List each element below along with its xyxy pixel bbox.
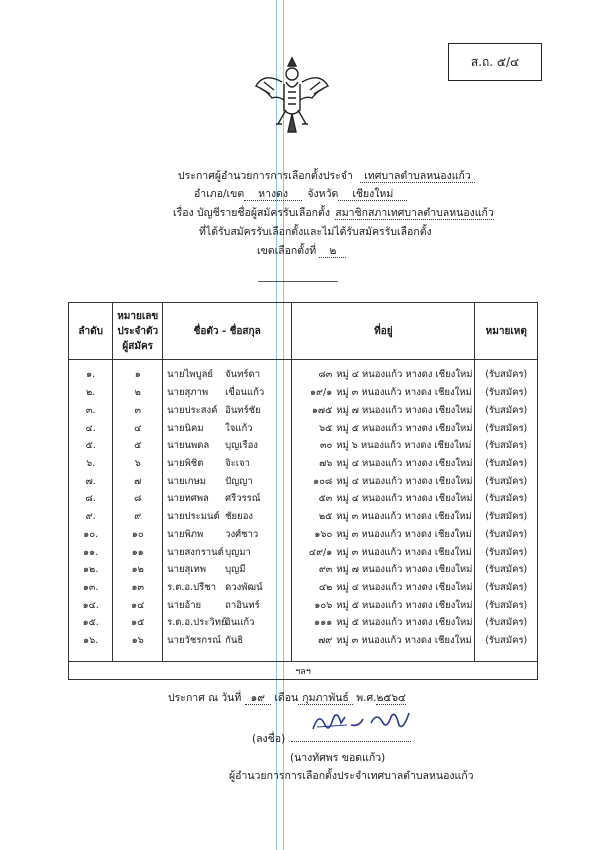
table-header-row: [69, 303, 538, 360]
address-text: หมู่ ๔ หนองแก้ว หางดง เชียงใหม่: [336, 493, 473, 505]
address-text: หมู่ ๓ หนองแก้ว หางดง เชียงใหม่: [336, 511, 472, 523]
cell-address: [292, 561, 475, 579]
table-body: [69, 360, 538, 680]
cell-number: ๗: [113, 472, 163, 490]
cell-number: ๑๒: [113, 561, 163, 579]
house-number: ๑๐๘: [313, 475, 333, 487]
table-row: [69, 402, 538, 420]
cell-remark: (รับสมัคร): [475, 632, 538, 650]
cell-name: [163, 437, 292, 455]
cell-order: ๑๑.: [69, 543, 113, 561]
house-number: ๑๐๖: [314, 599, 333, 611]
table-row: [69, 526, 538, 544]
cell-remark: (รับสมัคร): [475, 596, 538, 614]
cell-name: [163, 596, 292, 614]
address-text: หมู่ ๓ หนองแก้ว หางดง เชียงใหม่: [336, 387, 472, 399]
table-row-blank: [69, 649, 538, 662]
address-text: หมู่ ๕ หนองแก้ว หางดง เชียงใหม่: [336, 617, 473, 629]
first-name: นายพิภพ: [167, 528, 204, 540]
table-row: [69, 579, 538, 597]
cell-address: [292, 455, 475, 473]
table-row: [69, 632, 538, 650]
cell-number: ๕: [113, 437, 163, 455]
table-row: [69, 614, 538, 632]
first-name: นายนิคม: [167, 422, 204, 434]
province-value: เชียงใหม่: [338, 188, 407, 201]
amphoe-label: อำเภอ/เขต: [194, 188, 245, 200]
table-end-row: [69, 662, 538, 680]
first-name: นายสุเทพ: [167, 564, 207, 576]
cell-order: ๑๒.: [69, 561, 113, 579]
cell-order: ๔.: [69, 419, 113, 437]
column-header-name: ชื่อตัว - ชื่อสกุล: [163, 303, 292, 360]
cell-number: ๒: [113, 384, 163, 402]
last-name: อินทร์ชัย: [225, 405, 261, 417]
cell-number: ๑๖: [113, 632, 163, 650]
column-header-number-line2: ประจำตัว: [117, 325, 159, 337]
cell-address: [292, 437, 475, 455]
subject-line: [173, 204, 494, 221]
table-row: [69, 472, 538, 490]
cell-remark: (รับสมัคร): [475, 490, 538, 508]
cell-address: [292, 614, 475, 632]
cell-remark: (รับสมัคร): [475, 419, 538, 437]
announce-date-line: [168, 689, 406, 706]
form-code: ส.ถ. ๕/๔: [470, 54, 520, 69]
cell-address: [292, 596, 475, 614]
cell-name: [163, 632, 292, 650]
first-name: นายประมนต์: [167, 511, 220, 523]
header-divider: [258, 281, 338, 282]
table-row: [69, 596, 538, 614]
blank-cell: [475, 649, 538, 662]
first-name: ร.ต.อ.ปรีชา: [167, 581, 217, 593]
table-row: [69, 360, 538, 385]
cell-name: [163, 614, 292, 632]
cell-name: [163, 579, 292, 597]
cell-name: [163, 402, 292, 420]
table-row: [69, 561, 538, 579]
cell-order: ๘.: [69, 490, 113, 508]
cell-remark: (รับสมัคร): [475, 360, 538, 385]
house-number: ๖๕: [319, 422, 333, 434]
cell-name: [163, 508, 292, 526]
table-row: [69, 490, 538, 508]
cell-address: [292, 360, 475, 385]
district-line: [257, 242, 346, 259]
announce-prefix: ประกาศ ณ วันที่: [168, 692, 242, 704]
cell-remark: (รับสมัคร): [475, 543, 538, 561]
house-number: ๔๒: [318, 581, 333, 593]
announce-month: กุมภาพันธ์: [298, 692, 353, 705]
cell-address: [292, 472, 475, 490]
last-name: บุญมา: [225, 546, 251, 558]
cell-order: ๑๕.: [69, 614, 113, 632]
blank-cell: [292, 649, 475, 662]
address-text: หมู่ ๗ หนองแก้ว หางดง เชียงใหม่: [336, 564, 473, 576]
signer-name: (นางทัศพร ขอดแก้ว): [290, 752, 386, 764]
cell-remark: (รับสมัคร): [475, 437, 538, 455]
cell-remark: (รับสมัคร): [475, 472, 538, 490]
cell-remark: (รับสมัคร): [475, 384, 538, 402]
district-label: เขตเลือกตั้งที่: [257, 245, 317, 257]
column-header-number-line3: ผู้สมัคร: [122, 340, 154, 352]
cell-order: ๙.: [69, 508, 113, 526]
district-value: ๒: [319, 245, 346, 258]
first-name: นายนพดล: [167, 440, 210, 452]
cell-number: ๓: [113, 402, 163, 420]
cell-remark: (รับสมัคร): [475, 579, 538, 597]
cell-remark: (รับสมัคร): [475, 614, 538, 632]
house-number: ๑๑๑: [314, 617, 333, 629]
house-number: ๙๓: [318, 564, 333, 576]
cell-name: [163, 384, 292, 402]
announce-month-label: เดือน: [274, 692, 299, 704]
address-text: หมู่ ๔ หนองแก้ว หางดง เชียงใหม่: [336, 458, 473, 470]
column-header-number: [113, 303, 163, 360]
last-name: ศรีวรรณ์: [225, 493, 261, 505]
cell-number: ๔: [113, 419, 163, 437]
cell-order: ๖.: [69, 455, 113, 473]
last-name: กันธิ: [225, 634, 244, 646]
end-mark: ฯลฯ: [69, 662, 538, 680]
address-text: หมู่ ๕ หนองแก้ว หางดง เชียงใหม่: [336, 599, 473, 611]
last-name: ชัยยอง: [225, 511, 254, 523]
sign-underline: [291, 741, 411, 742]
first-name: นายพิชิต: [167, 458, 204, 470]
first-name: นายอ้าย: [167, 599, 202, 611]
address-text: หมู่ ๔ หนองแก้ว หางดง เชียงใหม่: [336, 368, 473, 380]
cell-number: ๘: [113, 490, 163, 508]
cell-order: ๑๖.: [69, 632, 113, 650]
subject-value: สมาชิกสภาเทศบาลตำบลหนองแก้ว: [335, 207, 494, 219]
last-name: ถาอินทร์: [225, 599, 260, 611]
cell-remark: (รับสมัคร): [475, 455, 538, 473]
table-row: [69, 455, 538, 473]
last-name: วงศ์ชาว: [225, 528, 259, 540]
cell-address: [292, 632, 475, 650]
column-header-remark: หมายเหตุ: [475, 303, 538, 360]
cell-order: ๑๐.: [69, 526, 113, 544]
first-name: นายสงกรานต์: [167, 546, 224, 558]
announcement-title-label: ประกาศผู้อำนวยการการเลือกตั้งประจำ: [178, 170, 353, 182]
location-line: [194, 185, 407, 202]
address-text: หมู่ ๔ หนองแก้ว หางดง เชียงใหม่: [336, 475, 473, 487]
house-number: ๑๗๕: [311, 405, 333, 417]
first-name: นายวัชรกรณ์: [167, 634, 222, 646]
house-number: ๔๙/๑: [308, 546, 333, 558]
blank-cell: [113, 649, 163, 662]
cell-address: [292, 508, 475, 526]
announce-year: ๒๕๖๔: [376, 692, 406, 704]
cell-number: ๑๕: [113, 614, 163, 632]
cell-remark: (รับสมัคร): [475, 402, 538, 420]
address-text: หมู่ ๓ หนองแก้ว หางดง เชียงใหม่: [336, 546, 472, 558]
announce-year-label: พ.ศ.: [356, 692, 377, 704]
last-name: บุญเรือง: [225, 440, 258, 452]
municipality-name: เทศบาลตำบลหนองแก้ว: [360, 170, 475, 183]
subject-label: เรื่อง บัญชีรายชื่อผู้สมัครรับเลือกตั้ง: [173, 207, 330, 219]
announce-day: ๑๙: [245, 692, 271, 705]
cell-name: [163, 472, 292, 490]
house-number: ๘๓: [318, 368, 333, 380]
table-row: [69, 508, 538, 526]
subject-line-2: ที่ได้รับสมัครรับเลือกตั้งและไม่ได้รับสมัครรับเลือกตั้ง: [199, 226, 432, 238]
address-text: หมู่ ๔ หนองแก้ว หางดง เชียงใหม่: [336, 581, 473, 593]
cell-order: ๑๔.: [69, 596, 113, 614]
last-name: อินแก้ว: [225, 617, 255, 629]
garuda-emblem-icon: [252, 52, 332, 134]
signature-line: [252, 730, 411, 747]
address-text: หมู่ ๕ หนองแก้ว หางดง เชียงใหม่: [336, 422, 473, 434]
cell-address: [292, 402, 475, 420]
cell-number: ๑๓: [113, 579, 163, 597]
cell-name: [163, 455, 292, 473]
cell-name: [163, 360, 292, 385]
form-code-box: [448, 43, 542, 81]
address-text: หมู่ ๖ หนองแก้ว หางดง เชียงใหม่: [336, 440, 472, 452]
cell-name: [163, 490, 292, 508]
house-number: ๒๕: [318, 511, 333, 523]
address-text: หมู่ ๓ หนองแก้ว หางดง เชียงใหม่: [336, 634, 472, 646]
last-name: ใจแก้ว: [225, 422, 253, 434]
cell-address: [292, 526, 475, 544]
cell-remark: (รับสมัคร): [475, 561, 538, 579]
first-name: นายประสงค์: [167, 405, 218, 417]
house-number: ๕๓: [318, 493, 333, 505]
cell-address: [292, 419, 475, 437]
first-name: นายเกษม: [167, 475, 207, 487]
cell-number: ๑๐: [113, 526, 163, 544]
first-name: ร.ต.อ.ประวิทย์: [167, 617, 227, 629]
cell-order: ๓.: [69, 402, 113, 420]
cell-number: ๑๔: [113, 596, 163, 614]
last-name: ดวงพัฒน์: [225, 581, 263, 593]
last-name: จิะเจา: [225, 458, 250, 470]
cell-number: ๑: [113, 360, 163, 385]
address-text: หมู่ ๓ หนองแก้ว หางดง เชียงใหม่: [336, 528, 472, 540]
table-row: [69, 419, 538, 437]
first-name: นายสุภาพ: [167, 387, 209, 399]
province-label: จังหวัด: [307, 188, 339, 200]
cell-address: [292, 579, 475, 597]
sign-label: (ลงชื่อ): [252, 733, 286, 745]
candidate-table: [68, 302, 538, 680]
last-name: บุญมี: [225, 564, 246, 576]
table-row: [69, 543, 538, 561]
last-name: ปัญญา: [225, 475, 253, 487]
house-number: ๑๖๐: [314, 528, 333, 540]
cell-order: ๗.: [69, 472, 113, 490]
cell-order: ๒.: [69, 384, 113, 402]
cell-name: [163, 561, 292, 579]
house-number: ๓๐: [319, 440, 333, 452]
last-name: จันทร์ดา: [225, 368, 261, 380]
cell-order: ๑๓.: [69, 579, 113, 597]
blank-cell: [163, 649, 292, 662]
house-number: ๑๙/๑: [310, 387, 333, 399]
house-number: ๗๖: [319, 458, 333, 470]
table-row: [69, 437, 538, 455]
cell-remark: (รับสมัคร): [475, 526, 538, 544]
cell-remark: (รับสมัคร): [475, 508, 538, 526]
cell-number: ๑๑: [113, 543, 163, 561]
first-name: นายไพบูลย์: [167, 368, 213, 380]
cell-name: [163, 526, 292, 544]
first-name: นายทศพล: [167, 493, 209, 505]
cell-name: [163, 543, 292, 561]
table-row: [69, 384, 538, 402]
cell-name: [163, 419, 292, 437]
cell-number: ๙: [113, 508, 163, 526]
cell-order: ๕.: [69, 437, 113, 455]
column-header-address: ที่อยู่: [292, 303, 475, 360]
signer-title: ผู้อำนวยการการเลือกตั้งประจำเทศบาลตำบลหนองแก้ว: [229, 770, 474, 782]
cell-address: [292, 490, 475, 508]
column-header-number-line1: หมายเลข: [117, 310, 159, 322]
address-text: หมู่ ๗ หนองแก้ว หางดง เชียงใหม่: [336, 405, 473, 417]
blank-cell: [69, 649, 113, 662]
amphoe-value: หางดง: [244, 188, 302, 201]
announcement-title: [178, 167, 475, 184]
column-header-order: ลำดับ: [69, 303, 113, 360]
cell-address: [292, 384, 475, 402]
cell-order: ๑.: [69, 360, 113, 385]
last-name: เขื่อนแก้ว: [225, 387, 265, 399]
cell-address: [292, 543, 475, 561]
cell-number: ๖: [113, 455, 163, 473]
house-number: ๗๙: [318, 634, 333, 646]
